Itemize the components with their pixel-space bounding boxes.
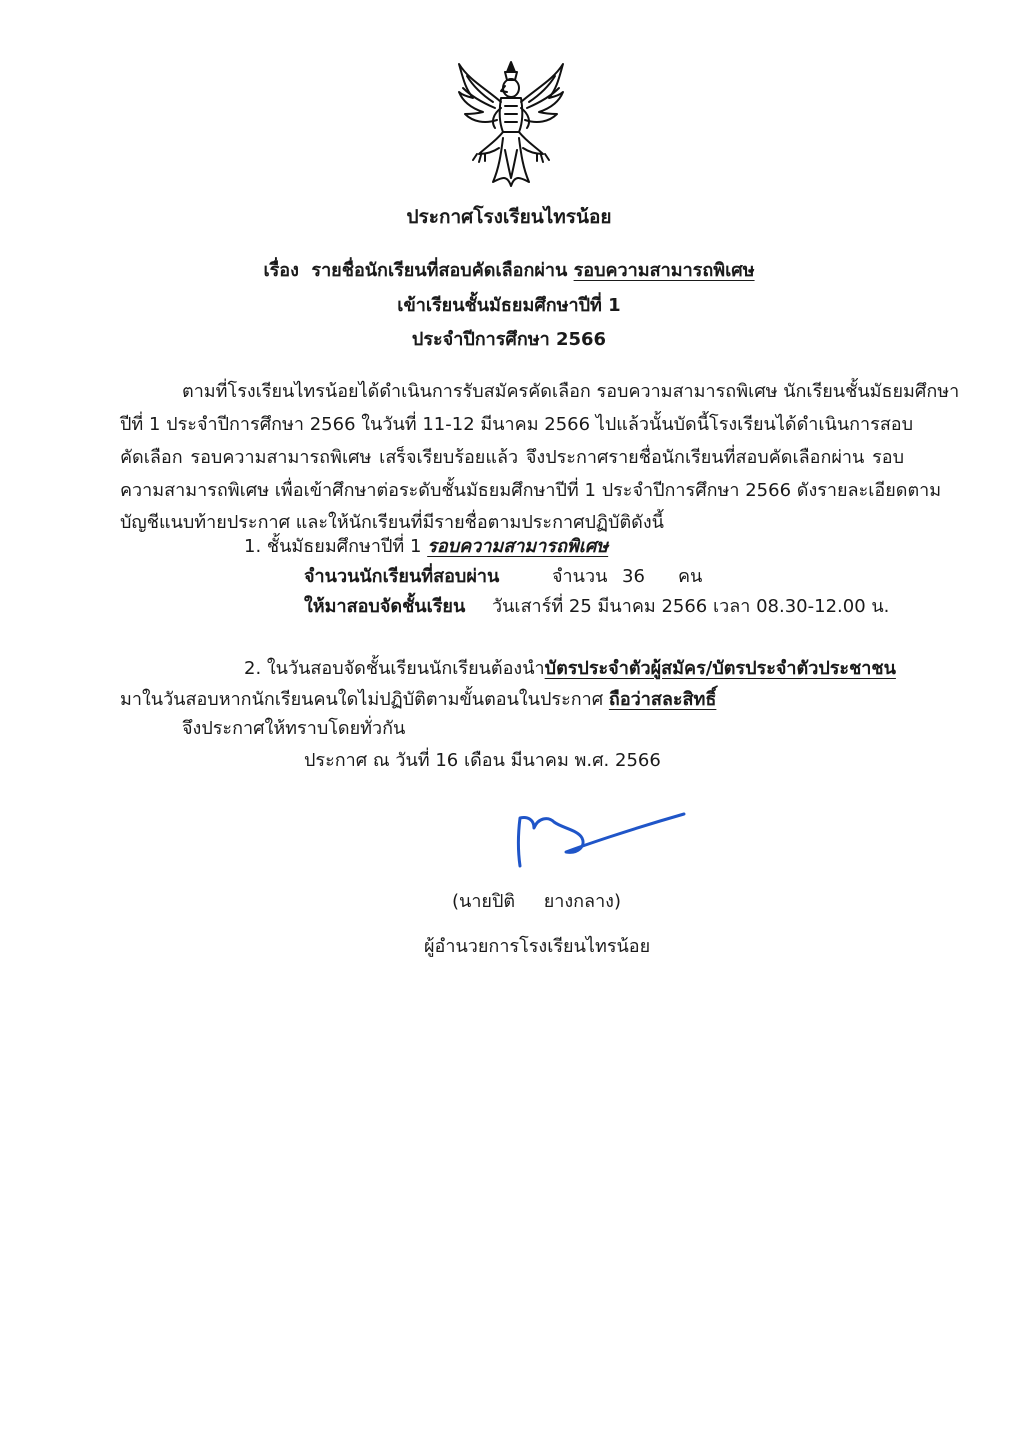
garuda-emblem-icon xyxy=(455,58,567,190)
item-1-program: รอบความสามารถพิเศษ xyxy=(427,536,609,557)
paragraph-line: ปีที่ 1 ประจำปีการศึกษา 2566 ในวันที่ 11-12 มีนาคม 2566 ไปแล้วนั้นบัดนี้โรงเรียนได้ดำเนินการสอบ xyxy=(120,414,914,435)
subject-program: รอบความสามารถพิเศษ xyxy=(573,260,755,281)
item-2-text: มาในวันสอบหากนักเรียนคนใดไม่ปฏิบัติตามขั้นตอนในประกาศ xyxy=(120,689,604,710)
item-2-cards: บัตรประจำตัวผู้สมัคร/บัตรประจำตัวประชาชน xyxy=(544,658,896,679)
item-2-prefix: 2. ในวันสอบจัดชั้นเรียนนักเรียนต้องนำ xyxy=(244,658,545,679)
item-2-line-2 xyxy=(120,691,716,709)
item-1 xyxy=(244,538,608,556)
announcement-title: ประกาศโรงเรียนไทรน้อย xyxy=(406,206,612,228)
item-2 xyxy=(244,660,896,678)
subject-year: ประจำปีการศึกษา 2566 xyxy=(411,329,607,350)
item-2-forfeit: ถือว่าสละสิทธิ์ xyxy=(608,689,717,710)
passed-count-word: จำนวน xyxy=(552,566,608,587)
subject-main: รายชื่อนักเรียนที่สอบคัดเลือกผ่าน xyxy=(311,260,568,281)
announcement-date: ประกาศ ณ วันที่ 16 เดือน มีนาคม พ.ศ. 2566 xyxy=(304,750,661,771)
passed-count: 36 xyxy=(622,566,645,587)
paragraph-line: คัดเลือก รอบความสามารถพิเศษ เสร็จเรียบร้อยแล้ว จึงประกาศรายชื่อนักเรียนที่สอบคัดเลือกผ่าน รอบ xyxy=(120,447,904,468)
paragraph-line: ความสามารถพิเศษ เพื่อเข้าศึกษาต่อระดับชั้นมัธยมศึกษาปีที่ 1 ประจำปีการศึกษา 2566 ดังรายละเอียดตาม xyxy=(120,480,942,501)
class-exam-label: ให้มาสอบจัดชั้นเรียน xyxy=(304,596,466,617)
passed-label: จำนวนนักเรียนที่สอบผ่าน xyxy=(304,566,500,587)
subject-label: เรื่อง xyxy=(263,260,299,281)
signer-name: (นายปิติ ยางกลาง) xyxy=(452,891,621,912)
item-1-prefix: 1. ชั้นมัธยมศึกษาปีที่ 1 xyxy=(244,536,422,557)
signature xyxy=(508,808,692,872)
subject-grade: เข้าเรียนชั้นมัธยมศึกษาปีที่ 1 xyxy=(397,295,621,316)
class-exam-value: วันเสาร์ที่ 25 มีนาคม 2566 เวลา 08.30-12.00 น. xyxy=(492,596,890,617)
paragraph-line: ตามที่โรงเรียนไทรน้อยได้ดำเนินการรับสมัครคัดเลือก รอบความสามารถพิเศษ นักเรียนชั้นมัธยมศึกษา xyxy=(182,381,960,402)
passed-unit: คน xyxy=(678,566,703,587)
paragraph-line: บัญชีแนบท้ายประกาศ และให้นักเรียนที่มีรายชื่อตามประกาศปฏิบัติดังนี้ xyxy=(120,512,664,533)
signer-position: ผู้อำนวยการโรงเรียนไทรน้อย xyxy=(424,936,651,957)
subject-line xyxy=(0,262,1018,280)
closing-text: จึงประกาศให้ทราบโดยทั่วกัน xyxy=(182,718,406,739)
